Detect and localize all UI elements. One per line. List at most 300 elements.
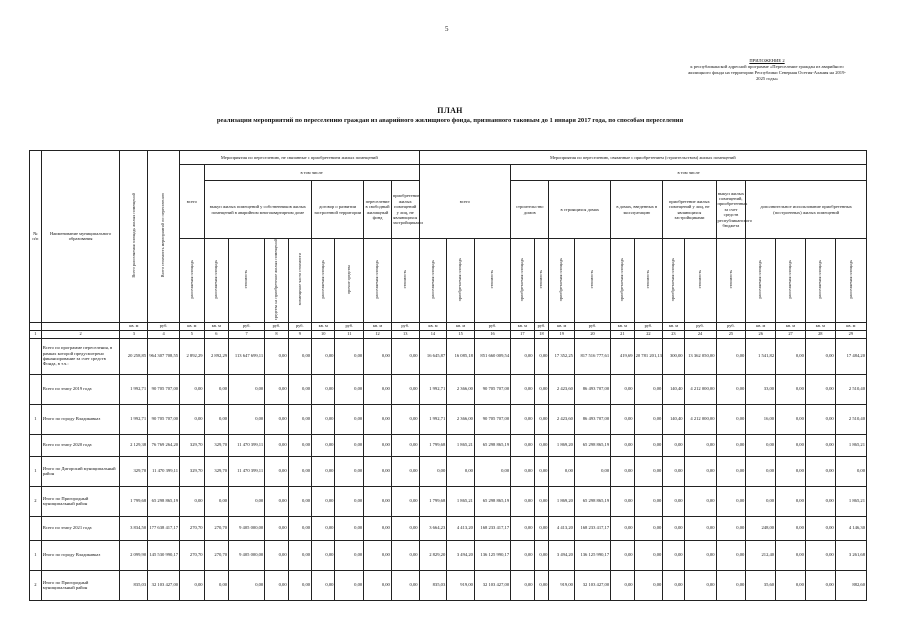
unit-cell: руб. [684, 322, 716, 330]
value-cell: 0,00 [634, 540, 663, 570]
value-cell: 0,00 [511, 374, 534, 404]
value-cell: 0,00 [634, 404, 663, 434]
value-cell: 0,00 [364, 570, 392, 600]
value-cell: 0,00 [611, 540, 634, 570]
column-number: 20 [574, 330, 610, 338]
value-cell: 16 645,87 [419, 338, 447, 374]
value-cell: 2 892,29 [204, 338, 228, 374]
value-cell: 3 494,20 [447, 540, 475, 570]
value-cell: 0,00 [265, 404, 288, 434]
value-cell: 0,00 [534, 516, 549, 540]
value-cell: 2 129,38 [120, 434, 148, 456]
value-cell: 3 494,20 [549, 540, 575, 570]
value-cell: 0,00 [364, 404, 392, 434]
value-cell: 33,00 [746, 374, 776, 404]
value-cell: 0,00 [611, 456, 634, 486]
column-number: 19 [549, 330, 575, 338]
value-cell: 0,00 [364, 338, 392, 374]
value-cell: 4 146,30 [835, 516, 866, 540]
value-cell: 32 103 427,00 [474, 570, 510, 600]
value-cell: 0,00 [511, 570, 534, 600]
value-cell: 0,00 [746, 434, 776, 456]
row-number [30, 338, 42, 374]
column-number: 13 [391, 330, 419, 338]
value-cell: 0,00 [716, 456, 746, 486]
row-number: 1 [30, 404, 42, 434]
value-cell: 270,70 [180, 516, 204, 540]
column-number: 6 [204, 330, 228, 338]
sub-funds: средства на приобретение жилых помещений [265, 239, 288, 323]
value-cell: 0,00 [288, 456, 311, 486]
sub-area2: приобретаемая площадь [447, 239, 475, 323]
value-cell: 4 413,20 [447, 516, 475, 540]
row-number: 2 [30, 570, 42, 600]
table-body [30, 338, 867, 600]
column-number: 7 [229, 330, 265, 338]
value-cell: 2 829,20 [419, 540, 447, 570]
column-number: 2 [41, 330, 120, 338]
sub-cost: стоимость [716, 239, 746, 323]
row-label: Всего по этапу 2019 года [41, 374, 120, 404]
value-cell: 0,00 [511, 456, 534, 486]
value-cell: 0,00 [746, 486, 776, 516]
value-cell: 0,00 [549, 456, 575, 486]
value-cell: 0,00 [716, 540, 746, 570]
value-cell: 0,00 [335, 404, 364, 434]
value-cell: 0,00 [776, 338, 806, 374]
value-cell: 0,00 [534, 570, 549, 600]
value-cell: 419,69 [611, 338, 634, 374]
value-cell: 0,00 [335, 374, 364, 404]
row-label: Итого по Пригородный муниципальный район [41, 570, 120, 600]
value-cell: 0,00 [180, 374, 204, 404]
header-b-compensation: выкуп жилых помещений, приобретенных за счет средств республиканского бюджета [716, 181, 746, 239]
value-cell: 0,00 [716, 434, 746, 456]
value-cell: 0,00 [474, 456, 510, 486]
column-number: 16 [474, 330, 510, 338]
value-cell: 0,00 [265, 374, 288, 404]
unit-cell: кв. м [120, 322, 148, 330]
unit-cell: кв. м [776, 322, 806, 330]
header-b-non-dev: приобретение жилых помещений у лиц, не являющихся застройщиками [663, 181, 716, 239]
value-cell: 0,00 [288, 434, 311, 456]
unit-cell [30, 322, 42, 330]
value-cell: 0,00 [204, 570, 228, 600]
value-cell: 65 298 865,19 [148, 486, 180, 516]
value-cell: 2 423,60 [549, 404, 575, 434]
value-cell: 270,70 [204, 540, 228, 570]
column-number: 4 [148, 330, 180, 338]
value-cell: 0,00 [312, 404, 335, 434]
row-number: 1 [30, 456, 42, 486]
row-label: Всего по программе переселения, в рамках которой предусмотрено финансирование за счет средств Фонда, в т.ч.: [41, 338, 120, 374]
sub-cost: стоимость [534, 239, 549, 323]
column-numbers-row [30, 330, 867, 338]
value-cell: 0,00 [511, 486, 534, 516]
row-number [30, 516, 42, 540]
row-number [30, 374, 42, 404]
value-cell: 86 493 707,00 [574, 374, 610, 404]
value-cell: 0,00 [611, 486, 634, 516]
value-cell: 0,00 [312, 374, 335, 404]
value-cell: 0,00 [288, 374, 311, 404]
value-cell: 835,03 [419, 570, 447, 600]
unit-cell: кв. м [663, 322, 684, 330]
unit-cell: руб. [229, 322, 265, 330]
value-cell: 329,70 [120, 456, 148, 486]
header-a-rent: приобретение жилых помещений у лиц, не являющихся застройщиками [391, 181, 419, 239]
value-cell: 0,00 [684, 456, 716, 486]
value-cell: 0,00 [534, 338, 549, 374]
value-cell: 0,00 [180, 404, 204, 434]
value-cell: 90 705 707,00 [148, 404, 180, 434]
value-cell: 0,00 [534, 404, 549, 434]
sub-cost: стоимость [391, 239, 419, 323]
value-cell: 919,00 [549, 570, 575, 600]
header-group-b: Мероприятия по переселению, связанные с приобретением (строительством) жилых помещений [419, 151, 866, 165]
value-cell: 0,00 [391, 374, 419, 404]
value-cell: 0,00 [312, 570, 335, 600]
sub-area2: приобретаемая площадь [549, 239, 575, 323]
value-cell: 65 298 865,19 [574, 486, 610, 516]
value-cell: 9 405 000,00 [229, 516, 265, 540]
value-cell: 817 516 777,61 [574, 338, 610, 374]
unit-cell [41, 322, 120, 330]
value-cell: 32 103 427,00 [574, 570, 610, 600]
value-cell: 0,00 [716, 486, 746, 516]
value-cell: 3 664,23 [419, 516, 447, 540]
value-cell: 0,00 [611, 434, 634, 456]
table-row [30, 486, 867, 516]
value-cell: 0,00 [776, 404, 806, 434]
value-cell: 16 085,18 [447, 338, 475, 374]
value-cell: 0,00 [419, 456, 447, 486]
value-cell: 0,00 [335, 434, 364, 456]
value-cell: 0,00 [634, 570, 663, 600]
value-cell: 1 865,21 [835, 434, 866, 456]
value-cell: 0,00 [364, 540, 392, 570]
sub-area: расселяемая площадь [776, 239, 806, 323]
value-cell: 964 307 708,55 [148, 338, 180, 374]
unit-cell: кв. м [511, 322, 534, 330]
value-cell: 0,00 [265, 434, 288, 456]
value-cell: 0,00 [391, 516, 419, 540]
row-label: Всего по этапу 2021 года [41, 516, 120, 540]
unit-cell: руб. [288, 322, 311, 330]
value-cell: 0,00 [805, 374, 835, 404]
appendix-title: ПРИЛОЖЕНИЕ 2 [749, 58, 785, 63]
value-cell: 0,00 [776, 434, 806, 456]
value-cell: 0,00 [511, 404, 534, 434]
value-cell: 0,00 [684, 434, 716, 456]
unit-cell: кв. м [835, 322, 866, 330]
value-cell: 0,00 [335, 570, 364, 600]
document-subtitle: реализации мероприятий по переселению граждан из аварийного жилищного фонда, признанного таковым до 1 января 2017 года, по способам переселения [216, 117, 684, 124]
sub-cost: стоимость [574, 239, 610, 323]
value-cell: 300,00 [663, 338, 684, 374]
value-cell: 0,00 [805, 486, 835, 516]
column-number: 21 [611, 330, 634, 338]
value-cell: 0,00 [534, 540, 549, 570]
document-title: ПЛАН [437, 106, 463, 115]
value-cell: 0,00 [288, 338, 311, 374]
value-cell: 0,00 [229, 374, 265, 404]
value-cell: 1 865,21 [447, 434, 475, 456]
unit-cell: руб. [534, 322, 549, 330]
column-number: 1 [30, 330, 42, 338]
value-cell: 65 298 865,19 [474, 486, 510, 516]
row-label: Итого по Пригородный муниципальный район [41, 486, 120, 516]
value-cell: 329,70 [204, 434, 228, 456]
value-cell: 65 298 865,19 [474, 434, 510, 456]
value-cell: 0,00 [835, 456, 866, 486]
value-cell: 0,00 [335, 516, 364, 540]
value-cell: 0,00 [716, 570, 746, 600]
value-cell: 1 992,71 [419, 374, 447, 404]
value-cell: 0,00 [335, 486, 364, 516]
column-number: 23 [663, 330, 684, 338]
header-b-including: в том числе [511, 165, 867, 181]
column-number: 10 [312, 330, 335, 338]
value-cell: 1 869,20 [549, 434, 575, 456]
row-label: Всего по этапу 2020 года [41, 434, 120, 456]
value-cell: 212,40 [746, 540, 776, 570]
column-number: 17 [511, 330, 534, 338]
value-cell: 0,00 [634, 486, 663, 516]
value-cell: 919,00 [447, 570, 475, 600]
value-cell: 1 992,71 [419, 404, 447, 434]
header-total-cost: Всего стоимость мероприятий по переселению [148, 151, 180, 323]
value-cell: 0,00 [391, 434, 419, 456]
unit-cell: кв. м [419, 322, 447, 330]
sub-cost: стоимость [229, 239, 265, 323]
header-total-area: Всего расселяемая площадь жилых помещений [120, 151, 148, 323]
column-number: 28 [805, 330, 835, 338]
unit-cell: кв. м [746, 322, 776, 330]
table-row [30, 516, 867, 540]
column-number: 9 [288, 330, 311, 338]
value-cell: 0,00 [180, 570, 204, 600]
value-cell: 0,00 [574, 456, 610, 486]
value-cell: 90 705 707,00 [474, 404, 510, 434]
value-cell: 0,00 [663, 570, 684, 600]
unit-cell: руб. [574, 322, 610, 330]
value-cell: 0,00 [180, 486, 204, 516]
value-cell: 1 992,71 [120, 404, 148, 434]
value-cell: 0,00 [634, 434, 663, 456]
value-cell: 0,00 [611, 516, 634, 540]
value-cell: 35,60 [746, 570, 776, 600]
value-cell: 0,00 [312, 434, 335, 456]
value-cell: 0,00 [364, 516, 392, 540]
value-cell: 16,00 [746, 404, 776, 434]
value-cell: 2 510,40 [835, 404, 866, 434]
value-cell: 0,00 [288, 540, 311, 570]
sub-cost: стоимость [684, 239, 716, 323]
value-cell: 0,00 [746, 456, 776, 486]
unit-cell: кв. м [204, 322, 228, 330]
value-cell: 0,00 [663, 456, 684, 486]
value-cell: 0,00 [229, 570, 265, 600]
value-cell: 0,00 [776, 516, 806, 540]
value-cell: 882,60 [835, 570, 866, 600]
sub-area2: приобретаемая площадь [663, 239, 684, 323]
unit-cell: руб. [716, 322, 746, 330]
value-cell: 0,00 [265, 570, 288, 600]
value-cell: 113 647 699,11 [229, 338, 265, 374]
value-cell: 0,00 [634, 456, 663, 486]
sub-extra: возмещение части стоимости [288, 239, 311, 323]
value-cell: 11 470 399,11 [229, 434, 265, 456]
value-cell: 0,00 [805, 516, 835, 540]
unit-cell: руб. [148, 322, 180, 330]
page-number: 5 [445, 25, 449, 33]
value-cell: 0,00 [447, 456, 475, 486]
value-cell: 0,00 [229, 486, 265, 516]
value-cell: 0,00 [663, 516, 684, 540]
table-row [30, 404, 867, 434]
value-cell: 329,70 [204, 456, 228, 486]
column-number: 12 [364, 330, 392, 338]
column-number: 11 [335, 330, 364, 338]
table-row [30, 434, 867, 456]
column-number: 15 [447, 330, 475, 338]
value-cell: 11 470 399,11 [148, 456, 180, 486]
value-cell: 1 869,20 [549, 486, 575, 516]
value-cell: 0,00 [391, 570, 419, 600]
sub-area: расселяемая площадь [204, 239, 228, 323]
value-cell: 0,00 [312, 338, 335, 374]
value-cell: 0,00 [391, 456, 419, 486]
value-cell: 0,00 [265, 540, 288, 570]
value-cell: 0,00 [776, 486, 806, 516]
value-cell: 0,00 [204, 374, 228, 404]
sub-area: расселяемая площадь [180, 239, 204, 323]
value-cell: 0,00 [776, 540, 806, 570]
value-cell: 0,00 [534, 374, 549, 404]
value-cell: 0,00 [364, 456, 392, 486]
value-cell: 0,00 [335, 456, 364, 486]
value-cell: 0,00 [663, 540, 684, 570]
header-b-total: всего [419, 165, 511, 239]
value-cell: 0,00 [611, 570, 634, 600]
value-cell: 90 705 707,00 [474, 374, 510, 404]
unit-cell: руб. [335, 322, 364, 330]
header-a-total: всего [180, 165, 204, 239]
value-cell: 0,00 [511, 434, 534, 456]
value-cell: 270,70 [180, 540, 204, 570]
value-cell: 140,40 [663, 374, 684, 404]
value-cell: 0,00 [611, 404, 634, 434]
value-cell: 0,00 [288, 486, 311, 516]
value-cell: 9 405 000,00 [229, 540, 265, 570]
unit-cell: кв. м [549, 322, 575, 330]
value-cell: 2 099,90 [120, 540, 148, 570]
value-cell: 0,00 [312, 540, 335, 570]
value-cell: 76 769 264,20 [148, 434, 180, 456]
value-cell: 0,00 [663, 486, 684, 516]
sub-area2: приобретаемая площадь [511, 239, 534, 323]
appendix-note [664, 58, 870, 82]
value-cell: 140,40 [663, 404, 684, 434]
value-cell: 145 530 990,17 [148, 540, 180, 570]
value-cell: 177 638 417,17 [148, 516, 180, 540]
value-cell: 0,00 [805, 570, 835, 600]
value-cell: 0,00 [364, 374, 392, 404]
value-cell: 0,00 [805, 404, 835, 434]
value-cell: 4 212 000,00 [684, 404, 716, 434]
units-row [30, 322, 867, 330]
value-cell: 0,00 [364, 434, 392, 456]
value-cell: 0,00 [684, 570, 716, 600]
unit-cell: руб. [391, 322, 419, 330]
value-cell: 0,00 [288, 404, 311, 434]
column-number: 29 [835, 330, 866, 338]
value-cell: 0,00 [805, 338, 835, 374]
value-cell: 0,00 [511, 540, 534, 570]
value-cell: 1 799,68 [419, 434, 447, 456]
value-cell: 0,00 [684, 540, 716, 570]
value-cell: 0,00 [204, 404, 228, 434]
column-number: 22 [634, 330, 663, 338]
value-cell: 0,00 [663, 434, 684, 456]
value-cell: 248,00 [746, 516, 776, 540]
value-cell: 136 125 990,17 [574, 540, 610, 570]
value-cell: 270,70 [204, 516, 228, 540]
value-cell: 1 992,71 [120, 374, 148, 404]
header-b-additional: дополнительное использование приобретенных (построенных) жилых помещений [746, 181, 867, 239]
value-cell: 1 541,82 [746, 338, 776, 374]
value-cell: 0,00 [391, 486, 419, 516]
value-cell: 0,00 [265, 516, 288, 540]
value-cell: 0,00 [684, 516, 716, 540]
value-cell: 835,03 [120, 570, 148, 600]
value-cell: 0,00 [312, 516, 335, 540]
sub-other: прочие средства [335, 239, 364, 323]
value-cell: 2 423,60 [549, 374, 575, 404]
header-group-a: Мероприятия по переселению, не связанные с приобретением жилых помещений [180, 151, 420, 165]
row-number [30, 434, 42, 456]
column-number: 14 [419, 330, 447, 338]
value-cell: 17 352,25 [549, 338, 575, 374]
value-cell: 168 233 417,17 [574, 516, 610, 540]
value-cell: 1 799,68 [120, 486, 148, 516]
value-cell: 4 413,20 [549, 516, 575, 540]
appendix-line: жилищного фонда на территории Республики Северная Осетия-Алания на 2019- [688, 70, 846, 75]
table-row [30, 570, 867, 600]
value-cell: 0,00 [364, 486, 392, 516]
value-cell: 0,00 [805, 540, 835, 570]
table-row [30, 456, 867, 486]
sub-area: расселяемая площадь [364, 239, 392, 323]
appendix-line: к республиканской адресной программе «Переселение граждан из аварийного [690, 64, 844, 69]
value-cell: 90 705 707,00 [148, 374, 180, 404]
row-number: 1 [30, 540, 42, 570]
value-cell: 0,00 [534, 456, 549, 486]
value-cell: 0,00 [611, 374, 634, 404]
value-cell: 0,00 [716, 516, 746, 540]
value-cell: 0,00 [229, 404, 265, 434]
value-cell: 0,00 [716, 338, 746, 374]
unit-cell: руб. [634, 322, 663, 330]
value-cell: 0,00 [776, 456, 806, 486]
value-cell: 0,00 [391, 338, 419, 374]
unit-cell: кв. м [611, 322, 634, 330]
value-cell: 168 233 417,17 [474, 516, 510, 540]
column-number: 27 [776, 330, 806, 338]
value-cell: 1 799,68 [419, 486, 447, 516]
value-cell: 1 865,21 [447, 486, 475, 516]
